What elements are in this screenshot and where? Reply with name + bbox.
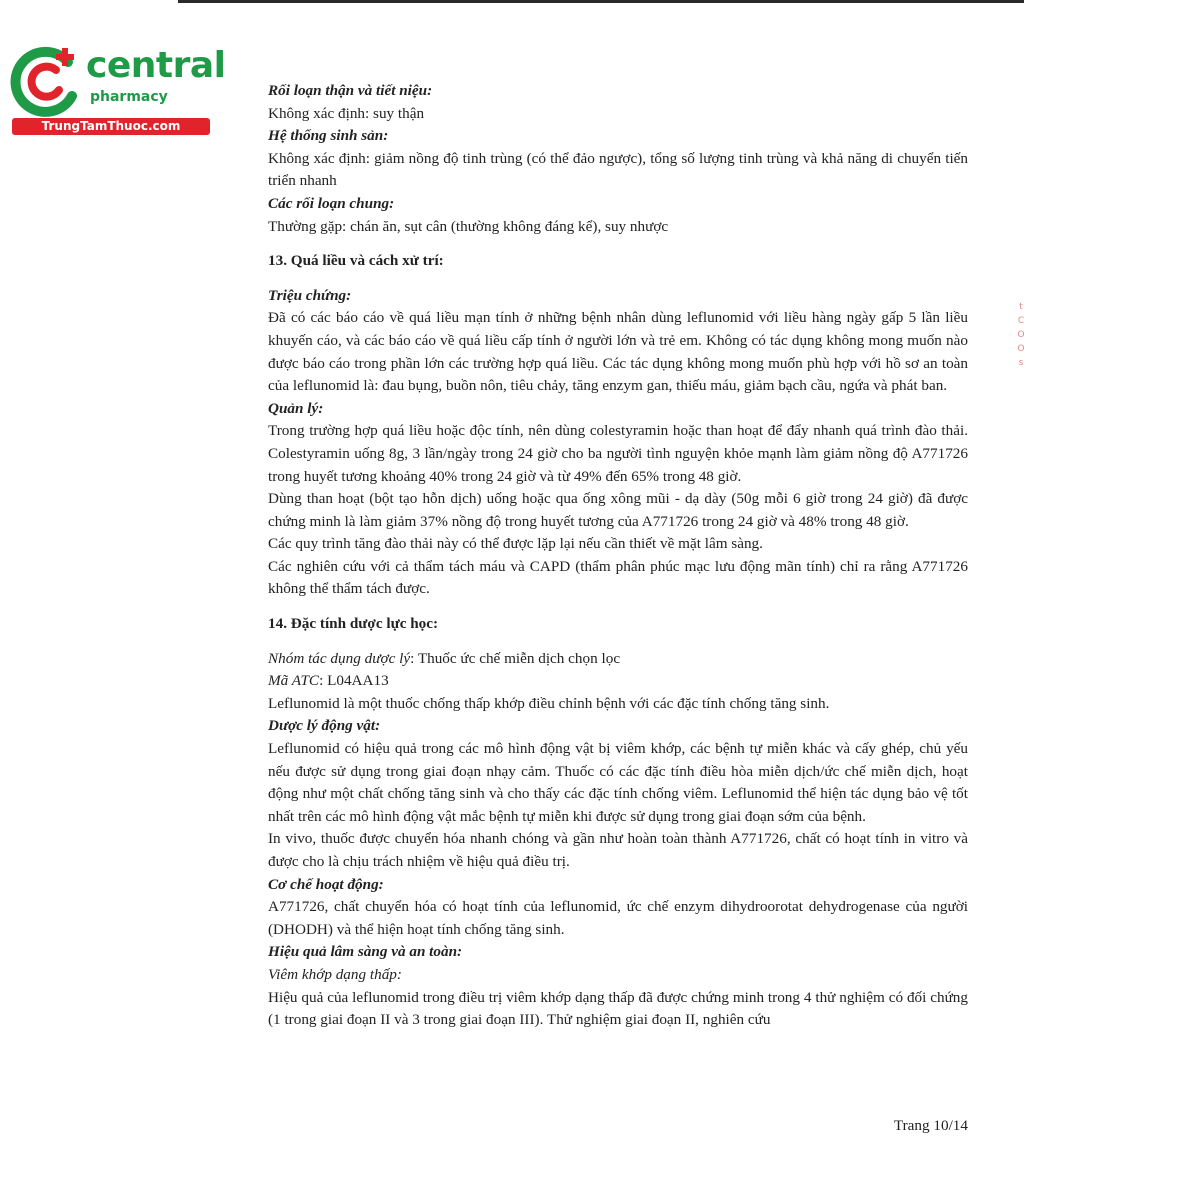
pharm-group-label: Nhóm tác dụng dược lý [268,649,411,667]
general-heading: Các rối loạn chung: [268,194,395,212]
general-text: Thường gặp: chán ăn, sụt cân (thường không đáng kể), suy nhược [268,217,669,235]
atc-line [268,670,968,693]
document-body [268,80,968,1032]
clinical-heading: Hiệu quả lâm sàng và an toàn: [268,943,463,961]
brand-website: TrungTamThuoc.com [12,118,210,135]
repro-text: Không xác định: giảm nồng độ tinh trùng (có thể đảo ngược), tổng số lượng tinh trùng và khả năng di chuyển tiến triển nhanh [268,149,968,190]
management-paragraph-3: Các quy trình tăng đào thải này có thể được lặp lại nếu cần thiết về mặt lâm sàng. [268,535,763,553]
management-paragraph-2: Dùng than hoạt (bột tạo hỗn dịch) uống hoặc qua ống xông mũi - dạ dày (50g mỗi 6 giờ trong 24 giờ) đã được chứng minh là làm giảm 37% nồng độ trong huyết tương của A771726 trong 24 giờ và 48% trong 48 giờ. [268,490,968,530]
pharm-group-value: : Thuốc ức chế miễn dịch chọn lọc [410,649,621,667]
repro-heading: Hệ thống sinh sản: [268,127,389,145]
renal-heading: Rối loạn thận và tiết niệu: [268,82,433,99]
atc-label: Mã ATC [268,672,320,690]
top-border-line [178,0,1024,3]
mechanism-heading: Cơ chế hoạt động: [268,875,384,893]
management-heading: Quản lý: [268,399,324,417]
intro-text: Leflunomid là một thuốc chống thấp khớp điều chỉnh bệnh với các đặc tính chống tăng sinh. [268,694,830,712]
ra-text: Hiệu quả của leflunomid trong điều trị viêm khớp dạng thấp đã được chứng minh trong 4 thử nghiệm có đối chứng (1 trong giai đoạn II và 3 trong giai đoạn III). Thử nghiệm giai đoạn II, nghiên cứu [268,988,968,1029]
mechanism-text: A771726, chất chuyển hóa có hoạt tính của leflunomid, ức chế enzym dihydroorotat dehydrogenase của người (DHODH) và thể hiện hoạt tính chống tăng sinh. [268,898,968,938]
pharmacy-logo-icon [10,40,90,120]
edge-stamp-marks: t C O O s [1017,302,1025,368]
animal-pharmacology-heading: Dược lý động vật: [268,717,381,735]
section-13-title: 13. Quá liều và cách xử trí: [268,252,444,270]
management-paragraph-4: Các nghiên cứu với cả thẩm tách máu và CAPD (thẩm phân phúc mạc lưu động mãn tính) chỉ ra rằng A771726 không thể thẩm tách được. [268,557,968,598]
animal-paragraph-1: Leflunomid có hiệu quả trong các mô hình động vật bị viêm khớp, các bệnh tự miễn khác và cấy ghép, chủ yếu nếu được sử dụng trong giai đoạn nhạy cảm. Thuốc có các đặc tính điều hòa miễn dịch/ức chế miễn dịch, hoạt động như một chất chống tăng sinh và cho thấy các đặc tính chống viêm. Leflunomid thể hiện tác dụng bảo vệ tốt nhất trên các mô hình động vật mắc bệnh tự miễn khi được sử dụng trong giai đoạn sớm của bệnh. [268,740,968,825]
management-paragraph-1: Trong trường hợp quá liều hoặc độc tính, nên dùng colestyramin hoặc than hoạt để đẩy nhanh quá trình đào thải. Colestyramin uống 8g, 3 lần/ngày trong 24 giờ cho ba người tình nguyện khỏe mạnh làm giảm nồng độ A771726 trong huyết tương khoảng 40% trong 24 giờ và từ 49% đến 65% trong 48 giờ. [268,422,968,485]
renal-text: Không xác định: suy thận [268,104,425,122]
page-number: Trang 10/14 [893,1117,968,1134]
section-14-title: 14. Đặc tính dược lực học: [268,615,439,633]
symptoms-text: Đã có các báo cáo về quá liều mạn tính ở những bệnh nhân dùng leflunomid với liều hàng ngày gấp 5 lần liều khuyến cáo, và các báo cáo về quá liều cấp tính ở người lớn và trẻ em. Không có tác dụng không mong muốn nào được báo cáo trong phần lớn các trường hợp quá liều. Các tác dụng không mong muốn phù hợp với hồ sơ an toàn của leflunomid là: đau bụng, buồn nôn, tiêu chảy, tăng enzym gan, thiếu máu, giảm bạch cầu, ngứa và phát ban. [268,309,968,395]
pharm-group-line [268,648,968,671]
animal-paragraph-2: In vivo, thuốc được chuyển hóa nhanh chóng và gần như hoàn toàn thành A771726, chất có hoạt tính in vitro và được cho là chịu trách nhiệm về hiệu quả điều trị. [268,830,968,870]
symptoms-heading: Triệu chứng: [268,286,352,304]
ra-heading: Viêm khớp dạng thấp: [268,965,402,983]
atc-value: : L04AA13 [319,672,389,690]
brand-subtitle: pharmacy [90,89,168,105]
brand-name: central [86,45,226,86]
